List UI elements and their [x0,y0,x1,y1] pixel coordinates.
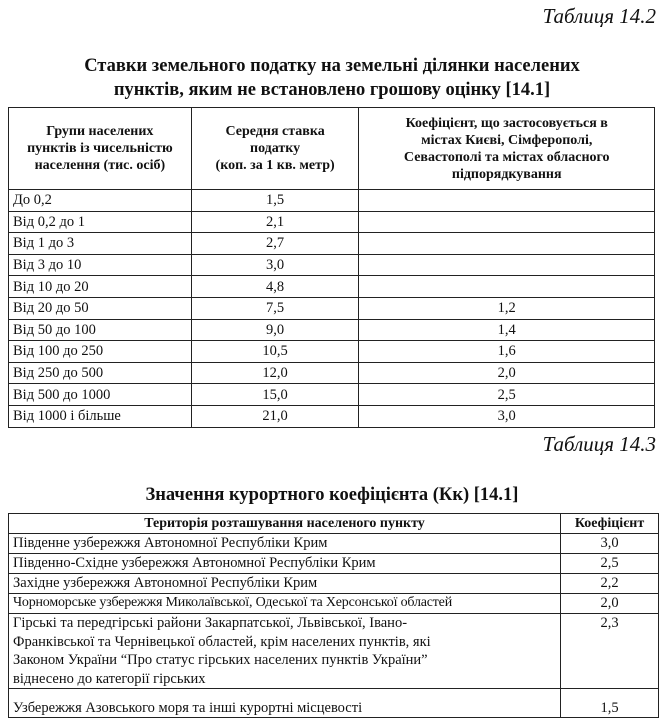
coefficient-cell: 2,5 [359,384,655,406]
coefficient-cell [359,233,655,255]
rate-cell: 4,8 [191,276,359,298]
population-group-cell: Від 10 до 20 [9,276,192,298]
table-row [9,594,659,614]
table-row [9,574,659,594]
table-row [9,534,659,554]
territory-cell: Південно-Східне узбережжя Автономної Республіки Крим [9,554,561,574]
table-header-row [9,108,655,190]
table-title: Значення курортного коефіцієнта (Кк) [14.1] [145,485,519,505]
coefficient-cell: 3,0 [561,534,659,554]
territory-cell: Південне узбережжя Автономної Республіки Крим [9,534,561,554]
column-header-coefficient: Коефіцієнт, що застосовується в містах Києві, Сімферополі, Севастополі та містах обласного підпорядкування [359,108,655,190]
coefficient-cell: 2,2 [561,574,659,594]
table-row [9,254,655,276]
coefficient-cell [359,211,655,233]
table-row [9,614,659,689]
rate-cell: 1,5 [191,190,359,212]
population-group-cell: Від 1000 і більше [9,405,192,427]
column-header-average-rate: Середня ставка податку (коп. за 1 кв. метр) [191,108,359,190]
table-row [9,362,655,384]
table-row [9,276,655,298]
coefficient-cell: 1,4 [359,319,655,341]
territory-cell: Західне узбережжя Автономної Республіки Крим [9,574,561,594]
population-group-cell: До 0,2 [9,190,192,212]
rate-cell: 21,0 [191,405,359,427]
territory-cell: Гірські та передгірські райони Закарпатської, Львівської, Івано- Франківської та Чернівецької областей, крім населених пунктів, які Законом України “Про статус гірських населених пунктів України” віднесено до категорії гірських [9,614,561,689]
table-row [9,689,659,718]
table-row [9,233,655,255]
territory-cell: Чорноморське узбережжя Миколаївської, Одеської та Херсонської областей [9,594,561,614]
table-row [9,384,655,406]
table-row [9,297,655,319]
table-row [9,319,655,341]
table-row [9,190,655,212]
table-row [9,554,659,574]
population-group-cell: Від 1 до 3 [9,233,192,255]
coefficient-cell: 2,5 [561,554,659,574]
coefficient-cell: 2,0 [359,362,655,384]
resort-coefficient-table [8,513,659,718]
column-header-coefficient: Коефіцієнт [561,514,659,534]
rate-cell: 10,5 [191,341,359,363]
rate-cell: 12,0 [191,362,359,384]
land-tax-rates-table [8,107,655,428]
rate-cell: 7,5 [191,297,359,319]
rate-cell: 15,0 [191,384,359,406]
population-group-cell: Від 100 до 250 [9,341,192,363]
rate-cell: 2,7 [191,233,359,255]
table-row [9,405,655,427]
table-row [9,341,655,363]
table-title [0,54,664,102]
table-title-line: Ставки земельного податку на земельні ділянки населених [84,56,580,76]
coefficient-cell: 3,0 [359,405,655,427]
rate-cell: 3,0 [191,254,359,276]
population-group-cell: Від 500 до 1000 [9,384,192,406]
column-header-population-group: Групи населених пунктів із чисельністю населення (тис. осіб) [9,108,192,190]
coefficient-cell: 1,5 [561,689,659,718]
coefficient-cell: 1,6 [359,341,655,363]
coefficient-cell: 2,0 [561,594,659,614]
coefficient-cell: 2,3 [561,614,659,689]
column-header-territory: Територія розташування населеного пункту [9,514,561,534]
rate-cell: 2,1 [191,211,359,233]
coefficient-cell: 1,2 [359,297,655,319]
population-group-cell: Від 0,2 до 1 [9,211,192,233]
coefficient-cell [359,190,655,212]
coefficient-cell [359,254,655,276]
territory-cell: Узбережжя Азовського моря та інші курортні місцевості [9,689,561,718]
population-group-cell: Від 20 до 50 [9,297,192,319]
table-row [9,211,655,233]
table-label: Таблиця 14.3 [542,432,656,456]
table-title-line: пунктів, яким не встановлено грошову оцінку [14.1] [113,80,551,100]
coefficient-cell [359,276,655,298]
table-header-row [9,514,659,534]
population-group-cell: Від 250 до 500 [9,362,192,384]
population-group-cell: Від 50 до 100 [9,319,192,341]
table-label: Таблиця 14.2 [542,4,656,28]
population-group-cell: Від 3 до 10 [9,254,192,276]
rate-cell: 9,0 [191,319,359,341]
